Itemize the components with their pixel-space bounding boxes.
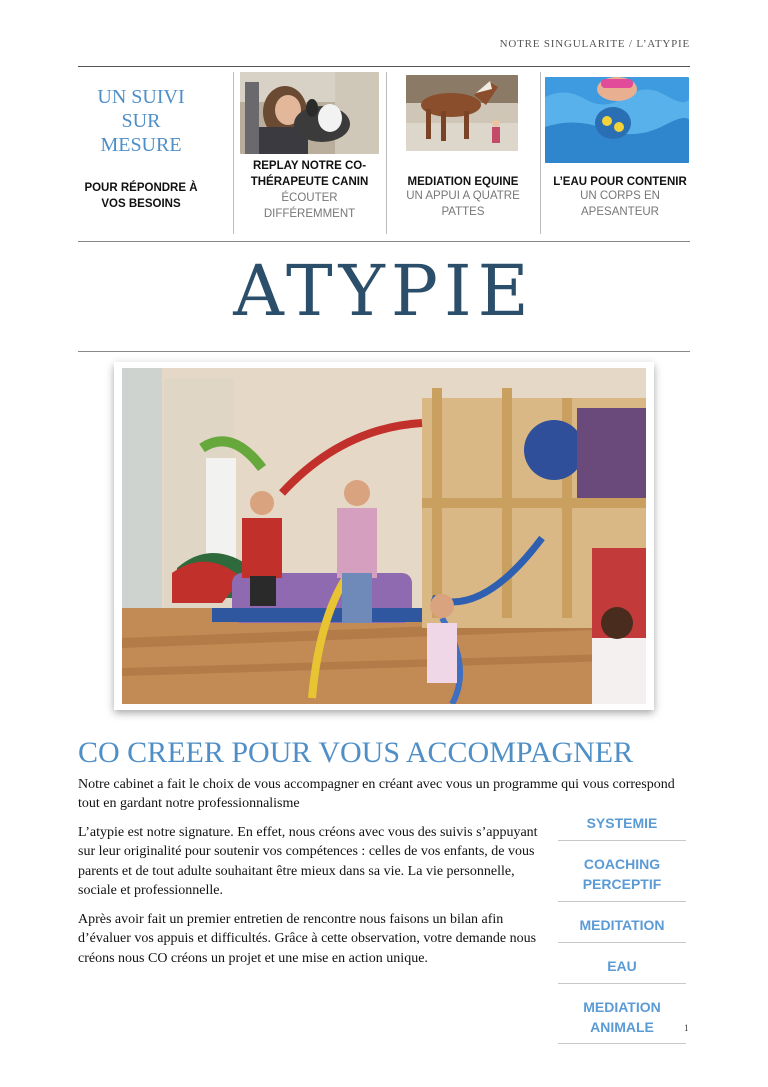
sidebar-divider [558, 983, 686, 984]
sidebar-divider [558, 942, 686, 943]
running-header: NOTRE SINGULARITE / L’ATYPIE [499, 38, 690, 50]
sidebar-item-meditation[interactable]: MEDITATION [579, 917, 665, 933]
sidebar-item-mediation-animale[interactable]: MEDIATION ANIMALE [583, 999, 661, 1035]
water-photo[interactable] [545, 77, 689, 163]
sidebar-divider [558, 840, 686, 841]
article-paragraph-2: Après avoir fait un premier entretien de rencontre nous faisons un bilan afin d’évaluer vos appuis et difficultés. Grâce à cette observation, votre demande nous créons nous CO créons un projet et une mise en action unique. [78, 912, 537, 966]
feature-suivi-title: UN SUIVI SUR MESURE [97, 86, 185, 156]
sidebar-item-eau[interactable]: EAU [607, 958, 637, 974]
masthead-bottom-rule [78, 351, 690, 352]
feature-canin-subtitle: ÉCOUTER DIFFÉREMMENT [263, 192, 356, 220]
feature-equine-title: MEDIATION EQUINE [407, 176, 519, 188]
header-rule [78, 66, 690, 67]
sidebar-divider [558, 901, 686, 902]
sidebar-item-systemie[interactable]: SYSTEMIE [586, 815, 658, 831]
feature-canin-title: REPLAY NOTRE CO-THÉRAPEUTE CANIN [250, 160, 369, 188]
feature-eau-subtitle: UN CORPS EN APESANTEUR [580, 190, 660, 218]
sidebar-divider [558, 1043, 686, 1044]
column-divider [233, 72, 234, 234]
feature-suivi-subtitle: POUR RÉPONDRE À VOS BESOINS [84, 182, 198, 210]
page-number: 1 [684, 1023, 689, 1033]
sidebar-item-coaching-perceptif[interactable]: COACHING PERCEPTIF [582, 856, 662, 892]
dog-therapy-photo[interactable] [240, 72, 379, 154]
children-ribbon-dance-photo[interactable] [122, 368, 646, 704]
column-divider [386, 72, 387, 234]
article-paragraph-1: L’atypie est notre signature. En effet, nous créons avec vous des suivis s’appuyant sur leur originalité pour soutenir vos compétences : celles de vos enfants, de vous parents et de tout adulte souhaitant être mieux dans sa vie. La vie personnelle, sociale et professionnelle. [78, 825, 538, 899]
feature-eau-title: L’EAU POUR CONTENIR [553, 176, 687, 188]
main-photo-frame [114, 362, 654, 710]
masthead-title: ATYPIE [233, 250, 535, 332]
equine-photo[interactable] [406, 75, 518, 151]
feature-equine-subtitle: UN APPUI A QUATRE PATTES [406, 190, 520, 218]
article-intro: Notre cabinet a fait le choix de vous accompagner en créant avec vous un programme qui vous correspond tout en gardant notre professionnalisme [78, 777, 675, 812]
column-divider [540, 72, 541, 234]
masthead-top-rule [78, 241, 690, 242]
article-heading: CO CREER POUR VOUS ACCOMPAGNER [78, 736, 634, 769]
